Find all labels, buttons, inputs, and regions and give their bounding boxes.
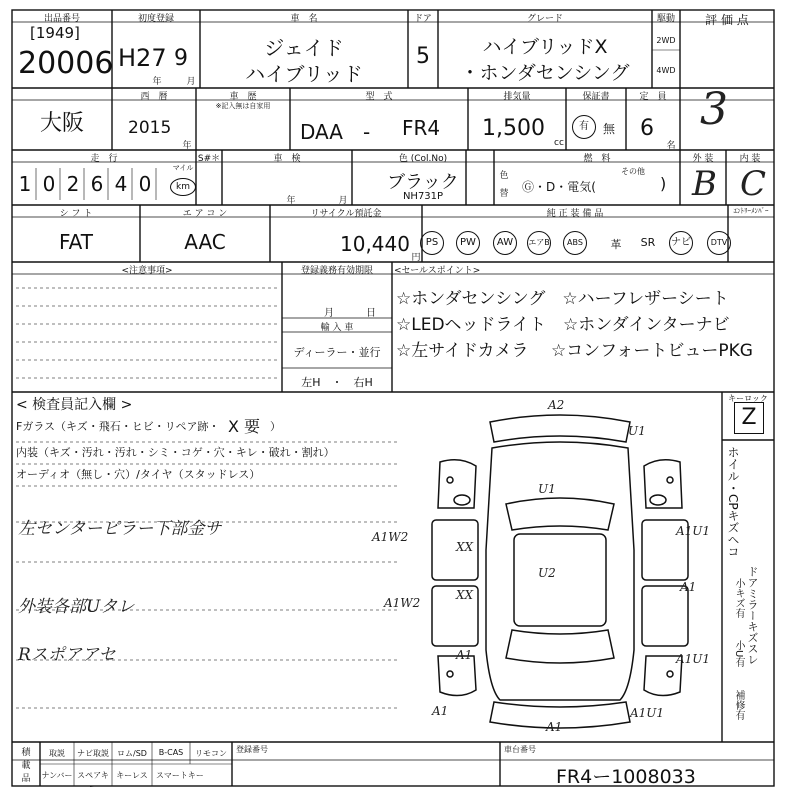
audio-tire-line: オーディオ（無し・穴）/タイヤ（スタッドレス） — [16, 468, 261, 481]
mileage-digit: 2 — [66, 172, 80, 196]
aircon-label: エ ア コ ン — [182, 209, 228, 219]
interior-line: 内装（キズ・汚れ・汚れ・シミ・コゲ・穴・キレ・破れ・割れ） — [16, 446, 335, 459]
exterior-label: 外 装 — [692, 154, 714, 164]
handwritten-note: 左センターピラー下部金サ — [18, 519, 222, 539]
loaded-item: ロム/SD — [117, 749, 147, 758]
loaded-label-1: 積 — [21, 748, 31, 758]
damage-mark: A1U1 — [630, 706, 665, 720]
chassis-label: 車台番号 — [504, 745, 536, 754]
interior-grade: C — [740, 164, 767, 204]
import-label: 輸 入 車 — [320, 323, 354, 333]
damage-mark: XX — [456, 540, 474, 554]
grade-1: ハイブリッドX — [482, 36, 608, 58]
steering-side: 左H ・ 右H — [301, 376, 373, 389]
damage-mark: A1 — [456, 648, 473, 662]
damage-mark: XX — [456, 588, 474, 602]
year-unit: 年 — [152, 77, 162, 87]
yen-unit: 円 — [411, 253, 421, 263]
equipment-item: エアB — [527, 231, 551, 255]
recycle-label: リサイクル預託金 — [310, 209, 382, 219]
glass-line: Fガラス（キズ・飛石・ヒビ・リペア跡・ — [16, 420, 220, 433]
glass-mark: X 要 — [228, 417, 261, 436]
damage-mark: U1 — [628, 424, 646, 438]
warranty-no: 無 — [602, 122, 615, 136]
mileage-digit: 0 — [138, 172, 152, 196]
sales-point: ☆左サイドカメラ ☆コンフォートビューPKG — [396, 341, 753, 361]
exterior-grade: B — [692, 164, 717, 204]
grade-label: グレード — [526, 14, 563, 24]
equipment-item: DTV — [707, 231, 731, 255]
inspection-label: 車 検 — [273, 154, 301, 164]
fuel-close-paren: ) — [660, 174, 667, 193]
damage-mark: U2 — [538, 566, 556, 580]
model-code: FR4 — [402, 116, 441, 140]
mile-unit: マイル — [172, 164, 194, 172]
era-year: H27 — [118, 44, 167, 72]
inspection-year-unit: 年 — [286, 196, 296, 206]
loaded-item: リモコン — [195, 749, 227, 758]
inspection-title: < 検査員記入欄 > — [16, 397, 133, 413]
warranty-label: 保証書 — [582, 92, 610, 102]
cc-unit: cc — [554, 138, 564, 148]
equipment-item: PW — [456, 231, 480, 255]
capacity: 6 — [640, 116, 654, 141]
model-year-unit: 年 — [182, 141, 192, 151]
s-label: S#＊ — [197, 154, 221, 164]
damage-mark: A2 — [548, 398, 565, 412]
equipment-item: SR — [640, 236, 656, 249]
capacity-unit: 名 — [666, 141, 676, 151]
key-lock-label: キーロック — [728, 394, 768, 403]
fuel-options: Ⓖ・D・電気( — [522, 180, 596, 194]
chassis-number: FR4ー1008033 — [556, 766, 696, 788]
entry-member-label: ｴﾝﾄﾘｰﾒﾝﾊﾞｰ — [733, 207, 769, 215]
shift-label: シ フ ト — [59, 209, 93, 219]
loaded-item: スマートキー — [156, 771, 204, 780]
capacity-label: 定 員 — [639, 92, 667, 102]
caution-label: <注意事項> — [121, 266, 173, 276]
loaded-label-2: 載 — [21, 761, 31, 771]
month-unit: 月 — [186, 77, 196, 87]
lot-sub: [1949] — [30, 24, 80, 42]
grade-2: ・ホンダセンシング — [460, 62, 630, 84]
color-label: 色 (Col.No) — [398, 154, 448, 164]
lot-label: 出品番号 — [43, 14, 80, 24]
color-code: NH731P — [402, 191, 444, 202]
color-change-1: 色 — [499, 171, 509, 181]
damage-mark: A1U1 — [676, 524, 711, 538]
equipment-label: 純 正 装 備 品 — [546, 209, 604, 219]
car-name-2: ハイブリッド — [245, 62, 363, 86]
damage-mark: A1W2 — [384, 596, 421, 610]
displacement: 1,500 — [482, 116, 545, 141]
door-count: 5 — [416, 44, 430, 69]
damage-mark: U1 — [538, 482, 556, 496]
damage-mark: A1 — [680, 580, 697, 594]
dealer-parallel: ディーラー・並行 — [293, 346, 381, 359]
reg-number-label: 登録番号 — [236, 745, 268, 754]
damage-mark: A1 — [432, 704, 449, 718]
shift: FAT — [58, 230, 93, 254]
western-year-label: 西 暦 — [140, 92, 168, 102]
equipment-item: 革 — [610, 238, 622, 251]
glass-close: ） — [270, 420, 281, 433]
equipment-item: ABS — [563, 231, 587, 255]
loaded-item: ナンバー — [41, 771, 73, 780]
loaded-item: スペアキー — [77, 771, 109, 791]
recycle-amount: 10,440 — [340, 232, 410, 256]
mileage-digit: 6 — [90, 172, 104, 196]
damage-mark: A1 — [546, 720, 563, 734]
equipment-item: PS — [420, 231, 444, 255]
sales-points-label: <セールスポイント> — [394, 266, 481, 276]
car-name-label: 車 名 — [290, 14, 318, 24]
side-note: 小U有 — [733, 640, 744, 668]
damage-mark: A1U1 — [676, 652, 711, 666]
inspection-month-unit: 月 — [338, 196, 348, 206]
lot-number: 20006 — [18, 46, 114, 81]
side-note: ドアミラーキズスレ — [746, 566, 759, 665]
sales-point: ☆LEDヘッドライト ☆ホンダインターナビ — [396, 315, 730, 335]
reg-day-unit: 日 — [366, 308, 376, 319]
history-note: ※記入無は自家用 — [215, 102, 271, 110]
damage-mark: A1W2 — [372, 530, 409, 544]
loaded-item: 取説 — [49, 749, 65, 758]
fuel-label: 燃 料 — [583, 154, 611, 164]
side-note: 小キズ有 — [733, 578, 744, 618]
drive-4wd: 4WD — [656, 66, 676, 75]
mileage-digit: 0 — [42, 172, 56, 196]
aircon: AAC — [184, 230, 226, 254]
warranty-yes: 有 — [572, 115, 596, 139]
equipment-item: ナビ — [669, 231, 693, 255]
color-name: ブラック — [387, 172, 459, 193]
score-label: 評 価 点 — [705, 13, 749, 27]
mileage-label: 走 行 — [90, 154, 118, 164]
handwritten-note: Rスポアアセ — [18, 645, 116, 665]
car-body-diagram — [420, 400, 720, 740]
model-prefix: DAA - — [300, 120, 371, 144]
mileage-digit: 1 — [18, 172, 32, 196]
loaded-item: ナビ取説 — [77, 749, 109, 758]
model-label: 型 式 — [365, 92, 393, 102]
side-note: 補修有 — [733, 690, 744, 720]
model-year: 2015 — [128, 118, 172, 138]
fuel-other: その他 — [621, 167, 645, 176]
side-note: ホイル・CPキズヘコ — [726, 446, 740, 558]
reg-month: 9 — [174, 46, 188, 71]
car-name-1: ジェイド — [264, 36, 344, 60]
first-reg-label: 初度登録 — [137, 14, 174, 24]
loaded-item: キーレス — [116, 771, 148, 780]
interior-label: 内 装 — [739, 154, 761, 164]
color-change-2: 替 — [499, 189, 509, 199]
history-label: 車 歴 — [229, 92, 257, 102]
sales-point: ☆ホンダセンシング ☆ハーフレザーシート — [396, 289, 729, 309]
registration-label: 登録義務有効期限 — [300, 266, 373, 276]
km-unit: km — [170, 178, 196, 196]
displacement-label: 排気量 — [503, 92, 531, 102]
door-label: ドア — [414, 14, 432, 24]
region: 大阪 — [40, 111, 85, 136]
handwritten-note: 外装各部Uタレ — [18, 597, 135, 617]
key-lock-mark: Z — [734, 402, 764, 434]
reg-month-unit: 月 — [324, 308, 334, 319]
equipment-item: AW — [493, 231, 517, 255]
score-value: 3 — [700, 84, 728, 135]
mileage-digit: 4 — [114, 172, 128, 196]
drive-2wd: 2WD — [656, 36, 676, 45]
loaded-label-3: 品 — [21, 774, 31, 784]
drive-label: 駆動 — [656, 14, 675, 24]
loaded-item: B-CAS — [158, 748, 184, 757]
